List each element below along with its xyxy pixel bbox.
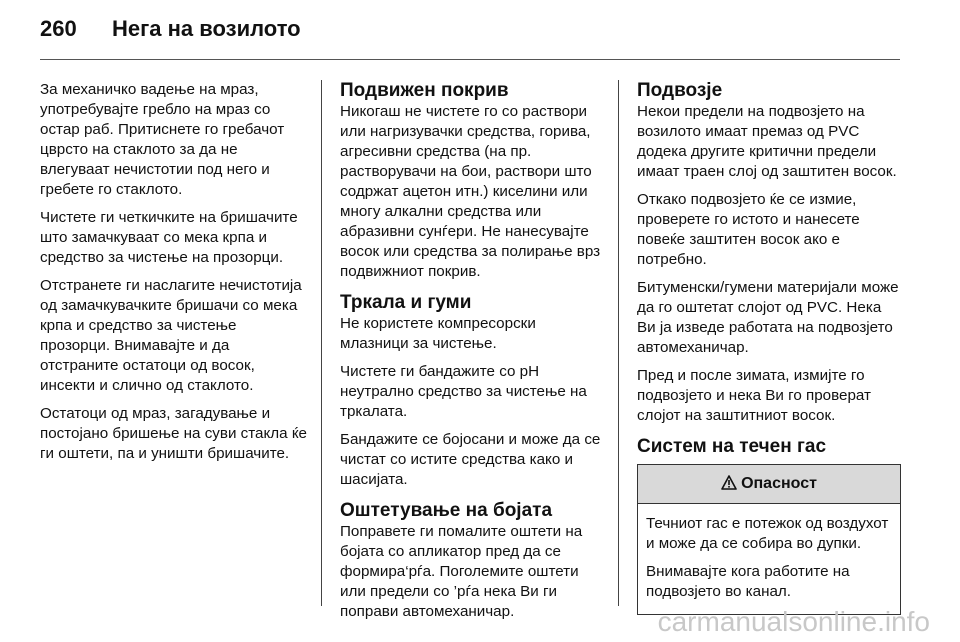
warning-triangle-icon <box>721 467 737 505</box>
page-number: 260 <box>40 16 77 41</box>
warning-header <box>638 465 900 504</box>
section-heading-lpg: Систем на течен гас <box>637 436 827 457</box>
page-title: Нега на возилото <box>112 16 301 41</box>
column-divider <box>321 80 322 606</box>
section-heading-sunroof: Подвижен покрив <box>340 80 509 101</box>
header-divider <box>40 59 900 60</box>
paragraph: Откако подвозјето ќе се измие, проверете го истото и нанесете повеќе заштитен восок ако е потребно. <box>637 191 860 268</box>
paragraph: Остатоци од мраз, загадување и постојано бришење на суви стакла ќе ги оштети, па и уништи бришачите. <box>40 405 307 462</box>
warning-box <box>637 464 901 615</box>
column-divider <box>618 80 619 606</box>
warning-body <box>638 504 900 614</box>
watermark: carmanualsonline.info <box>657 606 930 637</box>
paragraph: Чистете ги бандажите со pH неутрално средство за чистење на тркалата. <box>340 363 587 420</box>
paragraph: Битуменски/гумени материјали може да го оштетат слојот од PVC. Нека Ви ја изведе работата на подвозјето автомеханичар. <box>637 279 899 356</box>
paragraph: Не користете компресорски млазници за чистење. <box>340 315 536 352</box>
paragraph: Поправете ги помалите оштети на бојата со апликатор пред да се формира‘рѓа. Поголемите оштети или предели со ’рѓа нека Ви ги поправи автомеханичар. <box>340 523 583 620</box>
paragraph: Пред и после зимата, измијте го подвозјето и нека Ви го проверат слојот на заштитниот восок. <box>637 367 871 424</box>
paragraph: Отстранете ги наслагите нечистотија од замачкувачките бришачи со мека крпа и средство за чистење прозорци. Внимавајте и да отстраните остатоци од восок, инсекти и слично од стаклото. <box>40 277 302 394</box>
paragraph: Внимавајте кога работите на подвозјето во канал. <box>646 563 850 600</box>
section-heading-wheels: Тркала и гуми <box>340 292 472 313</box>
paragraph: За механичко вадење на мраз, употребувајте гребло на мраз со остар раб. Притиснете го гребачот цврсто на стаклото за да не влегуваат нечистотии под него и гребете го стаклото. <box>40 81 285 198</box>
page-header <box>40 16 301 56</box>
paragraph: Некои предели на подвозјето на возилото имаат премаз од PVC додека другите критични предели имаат траен слој од заштитен восок. <box>637 103 897 180</box>
paragraph: Течниот гас е потежок од воздухот и може да се собира во дупки. <box>646 515 889 552</box>
warning-title: Опасност <box>741 475 817 492</box>
paragraph: Бандажите се бојосани и може да се чистат со истите средства како и шасијата. <box>340 431 601 488</box>
paragraph: Никогаш не чистете го со раствори или нагризувачки средства, горива, агресивни средства (на пр. растворувачи на бои, раствори што содржат ацетон итн.) киселини или многу алкални средства или абразивни сунѓери. Не нанесувајте восок или средства за полирање врз подвижниот покрив. <box>340 103 601 280</box>
section-heading-paint: Оштетување на бојата <box>340 500 553 521</box>
section-heading-underbody: Подвозје <box>637 80 723 101</box>
column-3 <box>637 80 902 615</box>
paragraph: Чистете ги четкичките на бришачите што замачкуваат со мека крпа и средство за чистење на прозорци. <box>40 209 298 266</box>
column-1 <box>40 80 308 472</box>
column-2 <box>340 80 606 630</box>
